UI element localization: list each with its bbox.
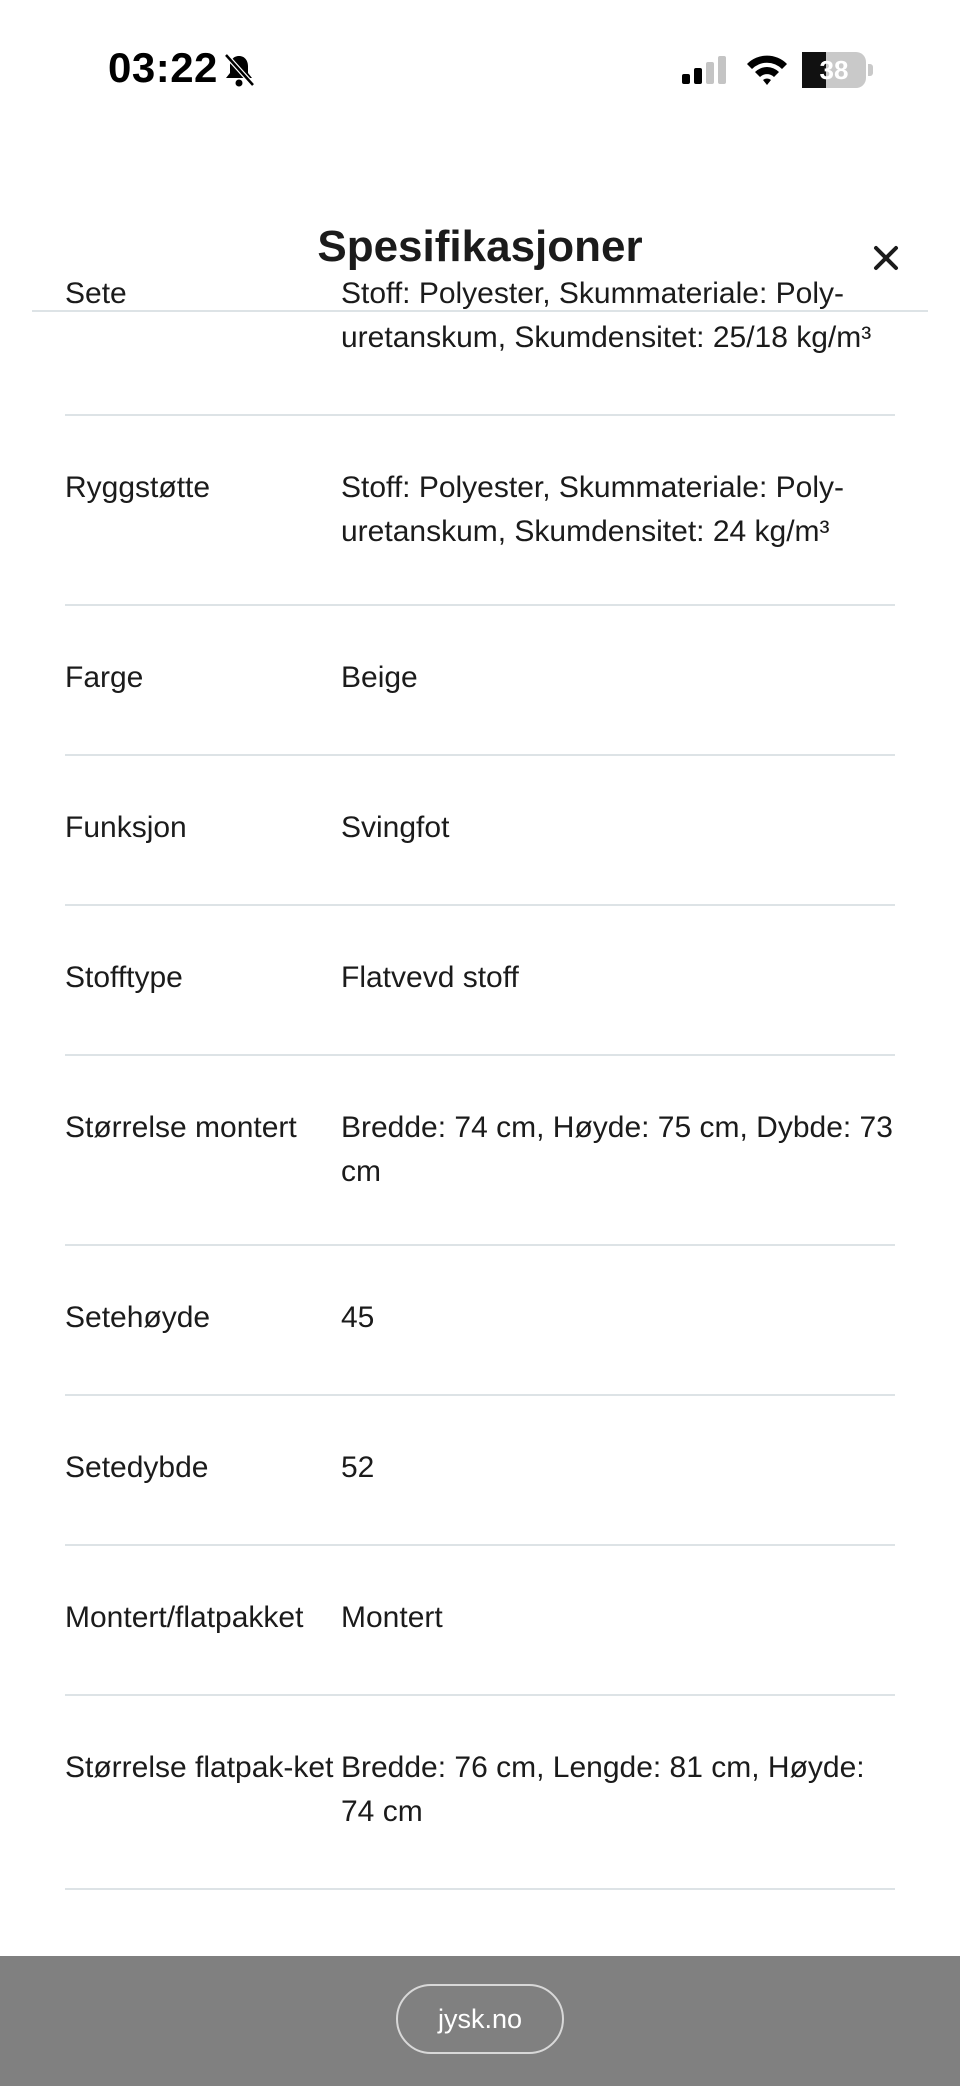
spec-row-ryggstotte [65,416,895,606]
spec-label: Stofftype [65,961,183,994]
battery-level: 38 [819,55,849,85]
spec-row-storrelse-flatpakket [65,1696,895,1890]
spec-value: Beige [341,661,418,694]
spec-list [65,266,895,1890]
spec-row-sete [65,266,895,416]
spec-value: Montert [341,1601,443,1634]
spec-value: 45 [341,1301,375,1334]
spec-row-farge [65,606,895,756]
spec-row-setedybde [65,1396,895,1546]
spec-label: Størrelse flatpak-ket [65,1751,334,1784]
spec-label: Ryggstøtte [65,471,211,504]
browser-bottom-bar [0,1956,960,2086]
spec-scroll-area[interactable] [0,277,960,1956]
spec-row-storrelse-montert [65,1056,895,1246]
spec-value: Stoff: Polyester, Skummateriale: Poly-uretanskum, Skumdensitet: 25/18 kg/m³ [341,277,872,354]
spec-row-stofftype [65,906,895,1056]
spec-row-setehoyde [65,1246,895,1396]
spec-label: Setehøyde [65,1301,211,1334]
spec-label: Funksjon [65,811,187,844]
spec-value: Bredde: 74 cm, Høyde: 75 cm, Dybde: 73 cm [341,1111,893,1188]
spec-row-funksjon [65,756,895,906]
spec-value: Bredde: 76 cm, Lengde: 81 cm, Høyde: 74 cm [341,1751,865,1828]
spec-label: Montert/flatpakket [65,1601,304,1634]
spec-row-montert-flatpakket [65,1546,895,1696]
spec-label: Farge [65,661,144,694]
battery-icon [802,52,874,88]
spec-value: Svingfot [341,811,450,844]
status-bar [0,0,960,140]
cellular-signal-icon [680,54,730,86]
status-time: 03:22 [108,44,218,91]
spec-value: 52 [341,1451,375,1484]
spec-label: Størrelse montert [65,1111,297,1144]
spec-value: Stoff: Polyester, Skummateriale: Poly-uretanskum, Skumdensitet: 24 kg/m³ [341,471,844,548]
spec-value: Flatvevd stoff [341,961,519,994]
url-button[interactable]: jysk.no [396,1984,564,2054]
wifi-icon [744,52,790,88]
spec-label: Setedybde [65,1451,209,1484]
spec-label: Sete [65,277,127,310]
page-title: Spesifikasjoner [317,222,643,271]
bell-muted-icon [222,52,256,88]
